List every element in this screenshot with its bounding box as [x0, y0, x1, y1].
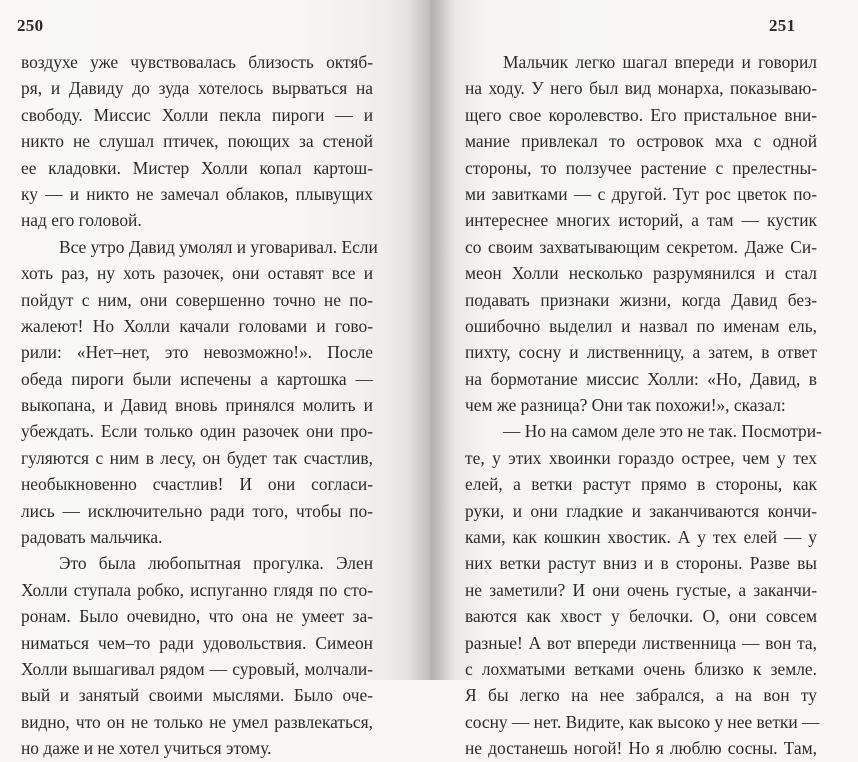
text-line: хоть раз, ну хоть разочек, они оставят все и	[21, 263, 373, 284]
text-line: пихту, сосну и лиственницу, а затем, в ответ	[465, 342, 817, 363]
text-line: ваются как хвост у белочки. О, они совсем	[465, 606, 817, 627]
text-line: воздухе уже чувствовалась близость октяб-	[21, 52, 373, 72]
text-line: но даже и не хотел учиться этому.	[21, 738, 272, 759]
text-line: разные! А вот впереди лиственница — вон та,	[465, 632, 817, 653]
text-line: подавать признаки жизни, когда Давид без-	[465, 289, 817, 310]
text-line: сосну — нет. Видите, как высоко у нее ветки —	[465, 711, 820, 732]
text-line: Холли ступала робко, испуганно глядя по сто-	[21, 579, 373, 600]
text-line: гуляются с ним в лесу, он будет так счастлив,	[21, 447, 373, 468]
text-line: Мальчик легко шагал впереди и говорил	[503, 52, 817, 72]
text-line: не заметили? И они очень густые, а заканчи-	[465, 579, 817, 600]
text-line: ми завитками — с другой. Тут рос цветок по-	[465, 183, 817, 204]
text-line: Все утро Давид умолял и уговаривал. Если	[59, 236, 378, 257]
text-line: руки, и они гладкие и заканчиваются кончи-	[465, 500, 817, 521]
text-line: интереснее многих историй, а там — кустик	[465, 210, 817, 231]
text-line: пойдут с ним, они совершенно точно не по-	[21, 289, 373, 310]
book-gutter	[408, 0, 452, 680]
page-number: 251	[769, 16, 796, 35]
text-line: необыкновенно счастлив! И они согласи-	[21, 474, 373, 495]
text-line: те, у этих хвоинки гораздо острее, чем у тех	[465, 447, 817, 468]
text-line: елей, а ветки растут прямо в стороны, как	[465, 474, 817, 495]
text-line: меон Холли несколько разрумянился и стал	[465, 263, 817, 284]
text-line: — Но на самом деле это не так. Посмотри-	[503, 421, 822, 442]
text-line: со своим захватывающим секретом. Даже Си-	[465, 236, 817, 257]
text-line: обеда пироги были испечены а картошка —	[21, 368, 373, 389]
text-line: стороны, то ползучее растение с прелестны-	[465, 157, 817, 178]
text-line: Я бы легко на нее забрался, а на вон ту	[465, 685, 817, 706]
text-line: чем же разница? Они так похожи!», сказал:	[465, 395, 786, 416]
text-line: радовать мальчика.	[21, 527, 163, 548]
text-line: жалеют! Но Холли качали головами и гово-	[21, 315, 373, 336]
page-body	[21, 49, 378, 762]
text-line: ронам. Было очевидно, что она не умеет за-	[21, 606, 373, 627]
text-line: мание привлекал то островок мха с одной	[465, 131, 817, 152]
text-line: ку — и никто не замечал облаков, плывущих	[21, 183, 373, 204]
text-line: не достанешь ногой! Но я люблю сосны. Там,	[465, 738, 817, 759]
text-line: ками, как кошкин хвостик. А у тех елей — у	[465, 527, 817, 548]
text-line: выкопана, и Давид вновь принялся молить и	[21, 395, 373, 416]
text-line: лись — исключительно ради того, чтобы по-	[21, 500, 373, 521]
text-line: на бормотание миссис Холли: «Но, Давид, в	[465, 368, 817, 389]
text-line: на ходу. У него был вид монарха, показываю-	[465, 78, 817, 99]
text-line: видно, что он не только не умел развлекаться,	[21, 711, 373, 732]
text-line: щего свое королевство. Его пристальное вни-	[465, 104, 817, 125]
text-line: ниматься чем–то ради удовольствия. Симеон	[21, 632, 373, 653]
text-line: ря, и Давиду до зуда хотелось вырваться на	[21, 78, 373, 99]
text-line: вый и занятый своими мыслями. Было оче-	[21, 685, 373, 706]
text-line: ее кладовки. Мистер Холли копал картош-	[21, 157, 373, 178]
text-line: Это была любопытная прогулка. Элен	[59, 553, 373, 574]
left-page	[0, 0, 430, 759]
text-line: никто не слушал птичек, поющих за стеной	[21, 131, 373, 152]
page-body	[465, 49, 822, 762]
right-page	[430, 0, 858, 759]
text-line: рили: «Нет–нет, это невозможно!». После	[21, 342, 373, 363]
text-line: с лохматыми ветками очень близко к земле.	[465, 658, 817, 679]
text-line: них ветки растут вниз и в стороны. Разве вы	[465, 553, 817, 574]
text-line: Холли вышагивал рядом — суровый, молчали-	[21, 658, 373, 679]
text-line: над его головой.	[21, 210, 142, 231]
text-line: свободу. Миссис Холли пекла пироги — и	[21, 104, 373, 125]
text-line: ошибочно выделил и назвал по именам ель,	[465, 315, 817, 336]
text-line: убеждать. Если только один разочек они про-	[21, 421, 373, 442]
page-number: 250	[17, 16, 44, 35]
